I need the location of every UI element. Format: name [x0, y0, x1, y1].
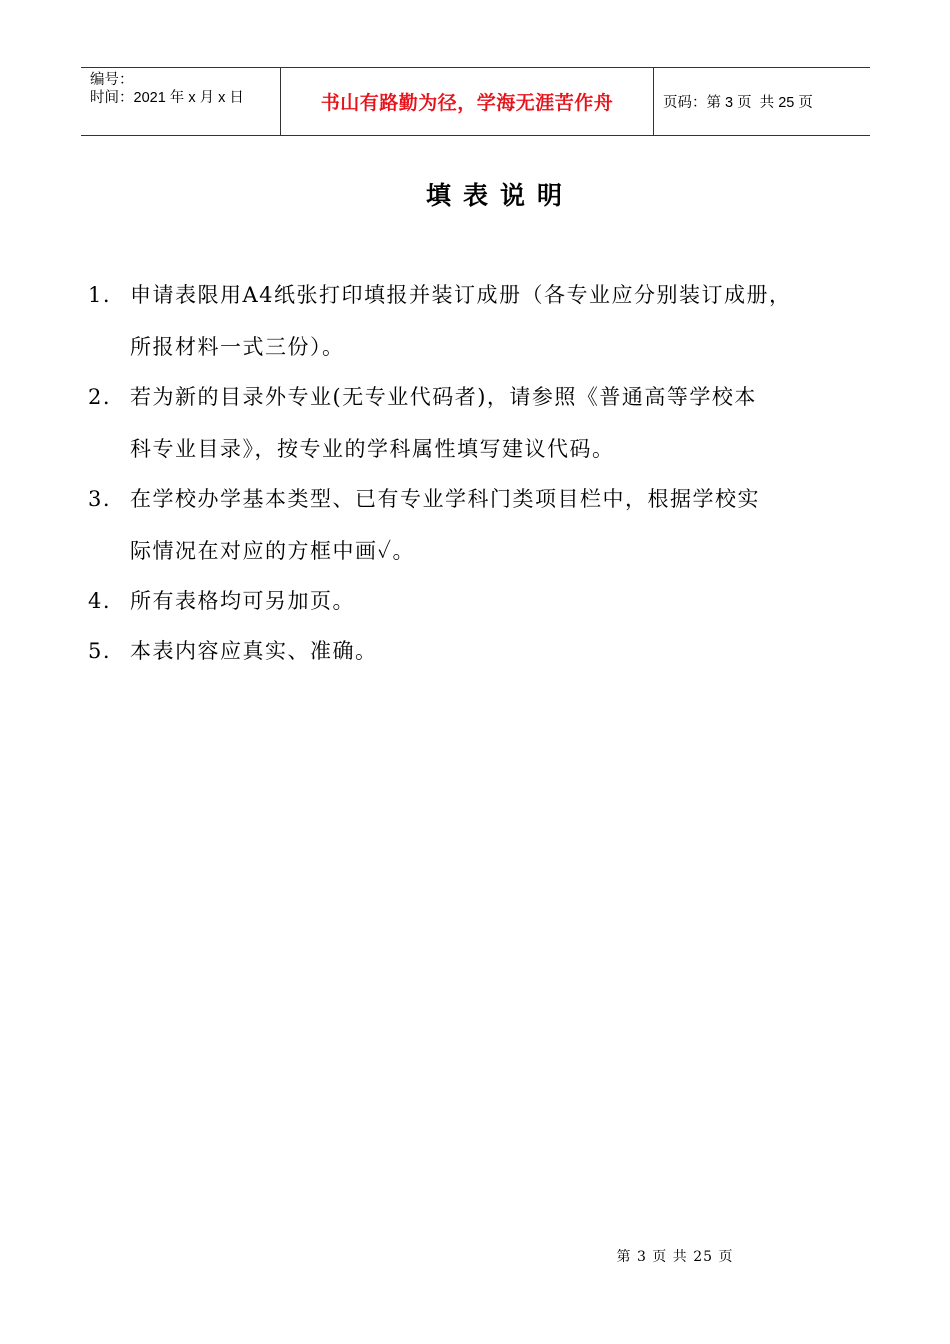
number-label: 编号： — [90, 72, 134, 88]
page-footer — [0, 1246, 950, 1266]
item-number: 2. — [88, 385, 112, 409]
item-number: 5. — [88, 639, 112, 663]
footer-page-number: 第 3 页 共 25 页 — [616, 1249, 734, 1265]
page-title: 填表说明 — [425, 181, 574, 210]
list-item — [88, 278, 878, 364]
list-item — [88, 634, 878, 668]
list-item — [88, 584, 878, 618]
item-number: 3. — [88, 487, 112, 511]
header-meta — [81, 68, 281, 135]
item-line: 际情况在对应的方框中画✓。 — [130, 539, 416, 563]
page-header — [81, 67, 870, 136]
page-info-text: 页码：第 3 页 共 25 页 — [663, 95, 813, 111]
item-line: 在学校办学基本类型、已有专业学科门类项目栏中，根据学校实 — [130, 487, 760, 511]
list-item — [88, 482, 878, 568]
item-line: 若为新的目录外专业(无专业代码者)，请参照《普通高等学校本 — [130, 385, 757, 409]
item-line: 申请表限用A4纸张打印填报并装订成册（各专业应分别装订成册， — [130, 283, 792, 307]
instructions-list — [88, 278, 878, 684]
item-number: 1. — [88, 283, 112, 307]
motto-text: 书山有路勤为径，学海无涯苦作舟 — [320, 92, 614, 114]
list-item — [88, 380, 878, 466]
header-page-info — [654, 68, 870, 135]
time-label: 时间：2021 年 x 月 x 日 — [90, 90, 244, 106]
item-line: 所有表格均可另加页。 — [130, 589, 355, 613]
header-motto — [281, 68, 654, 135]
item-number: 4. — [88, 589, 112, 613]
item-line: 所报材料一式三份）。 — [130, 335, 345, 359]
item-line: 科专业目录》，按专业的学科属性填写建议代码。 — [130, 437, 615, 461]
item-line: 本表内容应真实、准确。 — [130, 639, 378, 663]
